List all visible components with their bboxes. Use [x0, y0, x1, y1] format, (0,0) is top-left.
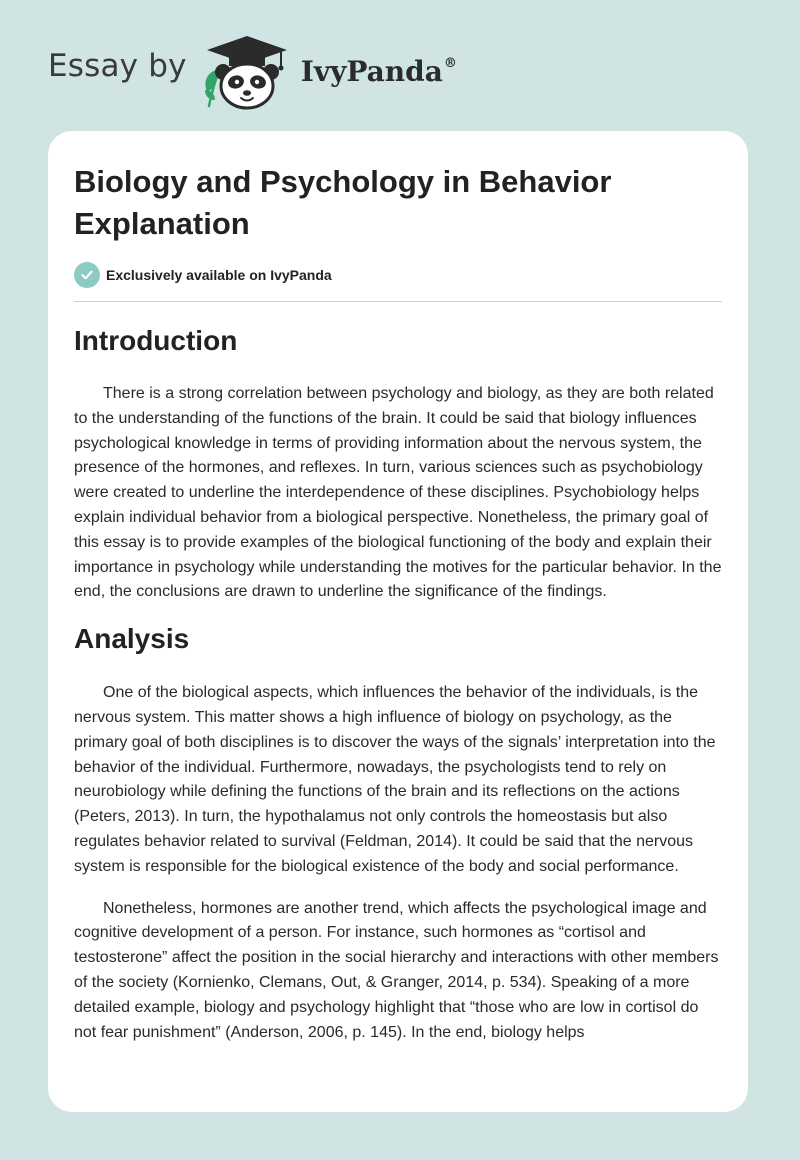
exclusive-badge — [74, 262, 722, 288]
divider — [74, 301, 722, 302]
check-circle-icon — [74, 262, 100, 288]
brand-text: IvyPanda — [300, 54, 443, 88]
paragraph: Nonetheless, hormones are another trend, which affects the psychological image and cognitive development of a person. For instance, such hormones as “cortisol and testosterone” affect the position in the social hierarchy and interactions with other members of the society (Kornienko, Clemans, Out, & Granger, 2014, p. 534). Speaking of a more detailed example, biology and psychology highlight that “those who are low in cortisol do not fear punishment” (Anderson, 2006, p. 145). In the end, biology helps — [74, 899, 719, 1041]
badge-label: Exclusively available on IvyPanda — [106, 267, 332, 283]
brand-name[interactable] — [301, 55, 457, 88]
essay-content — [74, 161, 722, 1045]
registered-mark: ® — [443, 55, 457, 71]
essay-by-label: Essay by — [48, 48, 187, 84]
paragraph: There is a strong correlation between psychology and biology, as they are both related to the understanding of the functions of the brain. It could be said that biology influences psychological knowledge in terms of providing information about the nervous system, the presence of the hormones, and reflexes. In turn, various sciences such as psychobiology were created to underline the interdependence of these disciplines. Psychobiology helps explain individual behavior from a biological perspective. Nonetheless, the primary goal of this essay is to provide examples of the biological functioning of the body and explain their importance in psychology while understanding the motives for the particular behavior. In the end, the conclusions are drawn to underline the significance of the findings. — [74, 385, 722, 601]
site-header — [48, 30, 457, 110]
essay-card — [48, 131, 748, 1112]
essay-title: Biology and Psychology in Behavior Explanation — [74, 164, 612, 241]
panda-graduate-logo-icon[interactable] — [201, 30, 293, 110]
paragraph: One of the biological aspects, which influences the behavior of the individuals, is the nervous system. This matter shows a high influence of biology on psychology, as the primary goal of both disciplines is to discover the ways of the signals’ interpretation into the behavior of the individual. Furthermore, nowadays, the psychologists tend to rely on neurobiology while defining the functions of the brain and its reflections on the actions (Peters, 2013). In turn, the hypothalamus not only controls the homeostasis but also regulates behavior related to survival (Feldman, 2014). It could be said that the nervous system is responsible for the biological existence of the body and social performance. — [74, 684, 716, 875]
section-heading-analysis: Analysis — [74, 623, 190, 655]
section-heading-introduction: Introduction — [74, 325, 238, 356]
